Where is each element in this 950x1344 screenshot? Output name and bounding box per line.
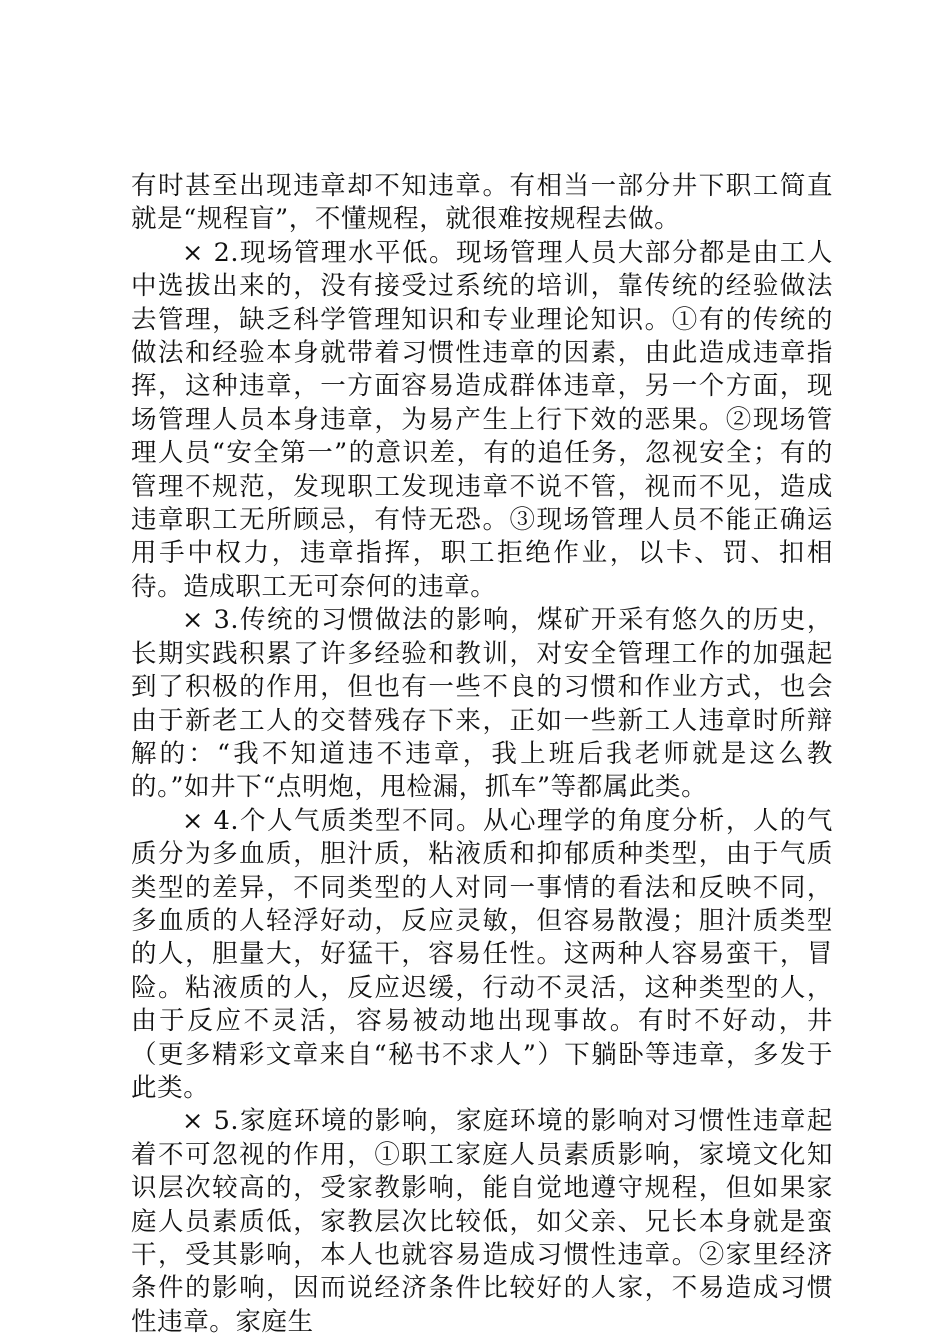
document-body xyxy=(131,170,833,1339)
paragraph-text: 5.家庭环境的影响，家庭环境的影响对习惯性违章起着不可忽视的作用，①职工家庭人员素质影响，家境文化知识层次较高的，受家教影响，能自觉地遵守规程，但如果家庭人员素质低，家教层次比较低，如父亲、兄长本身就是蛮干，受其影响，本人也就容易造成习惯性违章。②家里经济条件的影响，因而说经济条件比较好的人家，不易造成习惯性违章。家庭生 xyxy=(131,1106,833,1337)
paragraph-text: 3.传统的习惯做法的影响，煤矿开采有悠久的历史，长期实践积累了许多经验和教训，对安全管理工作的加强起到了积极的作用，但也有一些不良的习惯和作业方式，也会由于新老工人的交替残存下来，正如一些新工人违章时所辩解的：“我不知道违不违章，我上班后我老师就是这么教的。”如井下“点明炮，甩检漏，抓车”等都属此类。 xyxy=(131,605,833,803)
paragraph-text: 2.现场管理水平低。现场管理人员大部分都是由工人中选拔出来的，没有接受过系统的培训，靠传统的经验做法去管理，缺乏科学管理知识和专业理论知识。①有的传统的做法和经验本身就带着习惯性违章的因素，由此造成违章指挥，这种违章，一方面容易造成群体违章，另一个方面，现场管理人员本身违章，为易产生上行下效的恶果。②现场管理人员“安全第一”的意识差，有的追任务，忽视安全；有的管理不规范，发现职工发现违章不说不管，视而不见，造成违章职工无所顾忌，有恃无恐。③现场管理人员不能正确运用手中权力，违章指挥，职工拒绝作业，以卡、罚、扣相待。造成职工无可奈何的违章。 xyxy=(131,237,833,602)
list-marker: × xyxy=(182,605,204,636)
list-marker: × xyxy=(182,805,204,836)
list-marker: × xyxy=(182,237,204,268)
paragraph-item-2 xyxy=(131,237,833,604)
paragraph-text: 有时甚至出现违章却不知违章。有相当一部分井下职工简直就是“规程盲”，不懂规程，就很难按规程去做。 xyxy=(131,171,833,235)
paragraph-item-3 xyxy=(131,604,833,804)
paragraph-continuation xyxy=(131,170,833,237)
list-marker: × xyxy=(182,1106,204,1137)
paragraph-item-5 xyxy=(131,1105,833,1339)
paragraph-text: 4.个人气质类型不同。从心理学的角度分析，人的气质分为多血质，胆汁质，粘液质和抑郁质种类型，由于气质类型的差异，不同类型的人对同一事情的看法和反映不同，多血质的人轻浮好动，反应灵敏，但容易散漫；胆汁质类型的人，胆量大，好猛干，容易任性。这两种人容易蛮干，冒险。粘液质的人，反应迟缓，行动不灵活，这种类型的人，由于反应不灵活，容易被动地出现事故。有时不好动，井（更多精彩文章来自“秘书不求人”）下躺卧等违章，多发于此类。 xyxy=(131,805,833,1103)
paragraph-item-4 xyxy=(131,805,833,1106)
